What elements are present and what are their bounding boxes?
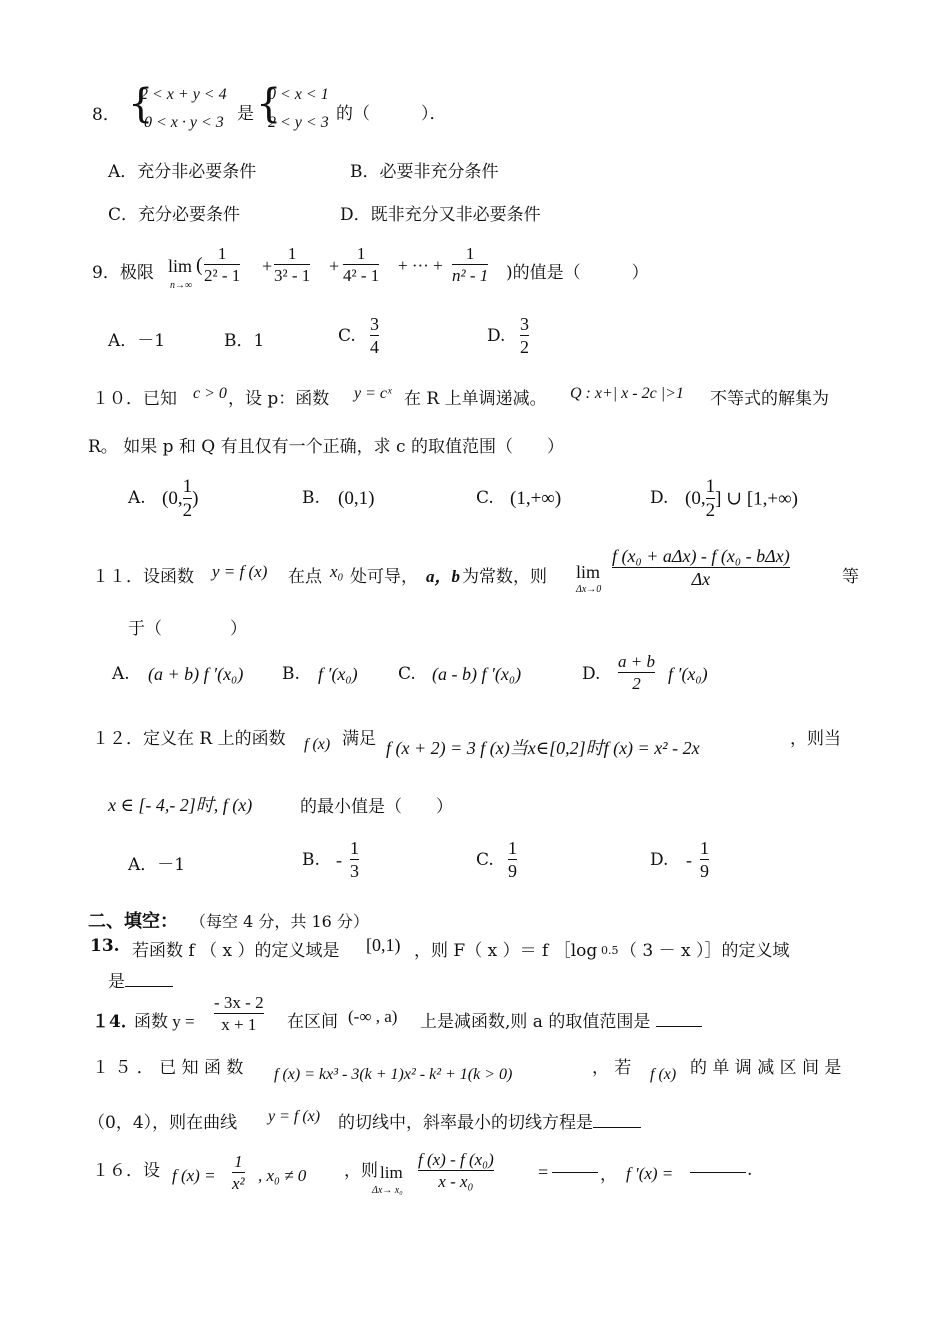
q11-option-d-value: f ′(x₀)	[668, 664, 708, 684]
q13-answer-blank[interactable]	[125, 972, 173, 987]
q12-option-a: A．－1	[128, 855, 186, 875]
q13-domain: [0,1)	[366, 935, 401, 955]
q8-ineq-3: 0 < x < 1	[268, 86, 329, 103]
q9-term-4: $\frac{1}{\text{n² - 1}}$	[452, 244, 489, 285]
q16-frac: $\frac{1}{\text{x²}}$	[232, 1152, 245, 1193]
q13-line2: 是	[108, 967, 173, 992]
q11-line1-d: 为常数，则	[462, 567, 547, 587]
q9-option-a: A．－1	[108, 331, 166, 351]
q15-line2-b: 的切线中，斜率最小的切线方程是	[338, 1108, 641, 1133]
q10-line2: R。 如果 p 和 Q 有且仅有一个正确，求 c 的取值范围（ ）	[88, 437, 564, 457]
q10-line1-c: 在 R 上单调递减。	[404, 389, 547, 409]
q11-line1-c: 处可导，	[350, 567, 418, 587]
q8-tail: 的（ ）．	[336, 104, 447, 124]
q9-term-2: $\frac{1}{\text{3² - 1}}$	[274, 244, 311, 285]
q11-func: y = f (x)	[212, 562, 268, 581]
q16-derivative: f ′(x) =	[626, 1164, 674, 1183]
q12-option-c-label: C.	[476, 850, 494, 870]
q14-frac: $\frac{- 3x - 2}{x + 1}$	[214, 993, 264, 1034]
q8-ineq-4: 2 < y < 3	[268, 114, 329, 131]
q13-text-3: （ 3 － x ）］的定义域	[620, 941, 790, 961]
q10-line1-b: ，设 p：函数	[228, 389, 330, 409]
q9-term-1: $\frac{1}{\text{2² - 1}}$	[204, 244, 241, 285]
q8-option-b: B．必要非充分条件	[350, 162, 499, 182]
q8-option-c: C．充分必要条件	[108, 205, 241, 225]
q12-option-b-label: B.	[302, 850, 320, 870]
q9-plus-2: +	[329, 256, 340, 276]
q15-line1-c: 的 单 调 减 区 间 是	[690, 1058, 842, 1078]
q10-option-b-value: (0,1)	[338, 488, 375, 509]
q8-option-a: A．充分非必要条件	[108, 162, 257, 182]
q16-fx: f (x) =	[172, 1166, 216, 1185]
q15-fx: f (x)	[650, 1066, 677, 1083]
q9-dots: + ··· +	[398, 256, 443, 275]
q12-line1-b: 满足	[342, 729, 376, 749]
q12-condition: f (x + 2) = 3 f (x)当x∈[0,2]时f (x) = x² - 2x	[386, 738, 700, 758]
q13-number: 13.	[90, 936, 120, 956]
q15-func: f (x) = kx³ - 3(k + 1)x² - k² + 1(k > 0)	[274, 1066, 513, 1083]
q16-condition: , x₀ ≠ 0	[258, 1166, 307, 1185]
q12-line1-c: ，则当	[790, 729, 841, 749]
q11-option-b-value: f ′(x₀)	[318, 664, 358, 684]
q9-lim: lim	[168, 256, 193, 276]
q14-interval: (-∞ , a)	[348, 1007, 398, 1026]
q10-line1-d: 不等式的解集为	[710, 389, 829, 409]
q15-line2-a: （0，4），则在曲线	[88, 1113, 238, 1133]
q16-comma: ，	[600, 1165, 617, 1185]
q9-option-c-label: C.	[338, 326, 356, 346]
q9-option-c-frac: $\frac{3}{4}$	[370, 314, 379, 357]
q13-text-2: ，则 F（ x ）＝ f ［log	[414, 941, 598, 961]
q9-option-d-frac: $\frac{3}{2}$	[520, 314, 529, 357]
q10-line1-a: １０．已知	[92, 389, 177, 409]
q10-option-d-value: (0, $\frac{1}{2}$ ] ∪ [1,+∞)	[685, 476, 798, 521]
q10-func: y = cˣ	[354, 385, 392, 402]
q10-option-a-value: (0, $\frac{1}{2}$ )	[162, 476, 199, 521]
q12-option-b-frac: $\frac{1}{3}$	[350, 838, 359, 881]
q9-option-d-label: D.	[487, 326, 506, 346]
q10-option-c-value: (1,+∞)	[510, 488, 562, 509]
q11-line2: 于（ ）	[128, 619, 247, 639]
q12-fx: f (x)	[304, 736, 331, 753]
q11-lim: lim	[576, 562, 601, 582]
q13-log-sub: 0.5	[601, 944, 619, 957]
q12-line2-a: x ∈ [- 4,- 2]时, f (x)	[108, 795, 253, 815]
q9-number: 9．极限	[92, 263, 154, 283]
q11-line1-b: 在点	[288, 567, 322, 587]
q11-ab: a，b	[426, 567, 460, 586]
q12-line2-b: 的最小值是（ ）	[300, 797, 453, 817]
q16-lim: lim	[380, 1163, 403, 1182]
q9-lim-sub: n→∞	[170, 280, 193, 291]
q16-equals: =	[538, 1162, 549, 1182]
q12-option-c-frac: $\frac{1}{9}$	[508, 838, 517, 881]
q12-line1-a: １２．定义在 R 上的函数	[92, 729, 286, 749]
q16-end: .	[747, 1160, 753, 1180]
q8-ineq-2: 0 < x · y < 3	[144, 114, 224, 131]
q9-open-paren: (	[196, 254, 203, 276]
q11-option-c-label: C.	[398, 664, 416, 684]
section-title: 二、填空：	[88, 911, 178, 932]
q10-q-expr: Q : x+| x - 2c |>1	[570, 385, 684, 402]
q10-option-a-label: A.	[128, 488, 146, 508]
q9-option-b: B．1	[224, 331, 265, 351]
q13-text-1: 若函数 f （ x ）的定义域是	[132, 941, 340, 961]
q12-option-d-label: D.	[650, 850, 669, 870]
q12-option-b-sign: -	[336, 850, 342, 870]
q12-option-d-frac: $\frac{1}{9}$	[700, 838, 709, 881]
q14-text-3: 上是减函数,则 a 的取值范围是	[420, 1007, 702, 1032]
q15-curve: y = f (x)	[268, 1108, 321, 1125]
q16-number: １６．设	[92, 1161, 160, 1181]
q14-number: １4．	[92, 1012, 138, 1032]
q11-x0: x₀	[330, 562, 344, 581]
q8-ineq-1: 2 < x + y < 4	[140, 86, 227, 103]
q11-option-d-label: D.	[582, 664, 601, 684]
q8-mid: 是	[237, 104, 254, 124]
q16-lim-sub: Δx→ x₀	[372, 1185, 403, 1196]
q10-option-d-label: D.	[650, 488, 669, 508]
q14-text-1: 函数 y =	[134, 1012, 195, 1031]
q10-option-b-label: B.	[302, 488, 320, 508]
q11-option-a-value: (a + b) f ′(x₀)	[148, 664, 244, 684]
q9-term-3: $\frac{1}{\text{4² - 1}}$	[343, 244, 380, 285]
q14-text-2: 在区间	[287, 1012, 338, 1032]
q11-frac: $\frac{\text{f (x₀ + aΔx) - f (x₀ - bΔx)}}{\Delta x}$	[612, 546, 790, 589]
q8-option-d: D．既非充分又非必要条件	[340, 205, 541, 225]
q15-line1-a: １ ５ ． 已 知 函 数	[92, 1058, 244, 1078]
q8-number: 8．	[92, 105, 120, 125]
q11-option-b-label: B.	[282, 664, 300, 684]
q15-answer-blank[interactable]	[593, 1113, 641, 1128]
q10-option-c-label: C.	[476, 488, 494, 508]
q11-option-d-frac: $\frac{a + b}{2}$	[618, 652, 655, 693]
q9-plus-1: +	[262, 256, 273, 276]
q11-line1-e: 等	[842, 567, 859, 587]
q16-limit-frac: $\frac{\text{f (x) - f (x₀)}}{\text{x - x₀}}$	[418, 1150, 494, 1191]
section-note: （每空 4 分，共 16 分）	[190, 912, 369, 931]
q11-line1-a: １１．设函数	[92, 567, 194, 587]
q11-option-c-value: (a - b) f ′(x₀)	[432, 664, 522, 684]
q12-option-d-sign: -	[686, 850, 692, 870]
q11-option-a-label: A.	[112, 664, 130, 684]
q16-text: ，则	[344, 1161, 378, 1181]
q11-lim-sub: Δx→0	[576, 584, 602, 595]
q9-tail: )的值是（ ）	[506, 263, 649, 283]
q14-answer-blank[interactable]	[656, 1012, 702, 1027]
q16-answer-blank-2[interactable]	[690, 1160, 746, 1173]
q10-c-gt-0: c > 0	[193, 385, 227, 402]
q15-line1-b: ， 若	[592, 1058, 632, 1078]
q16-answer-blank-1[interactable]	[552, 1160, 598, 1173]
